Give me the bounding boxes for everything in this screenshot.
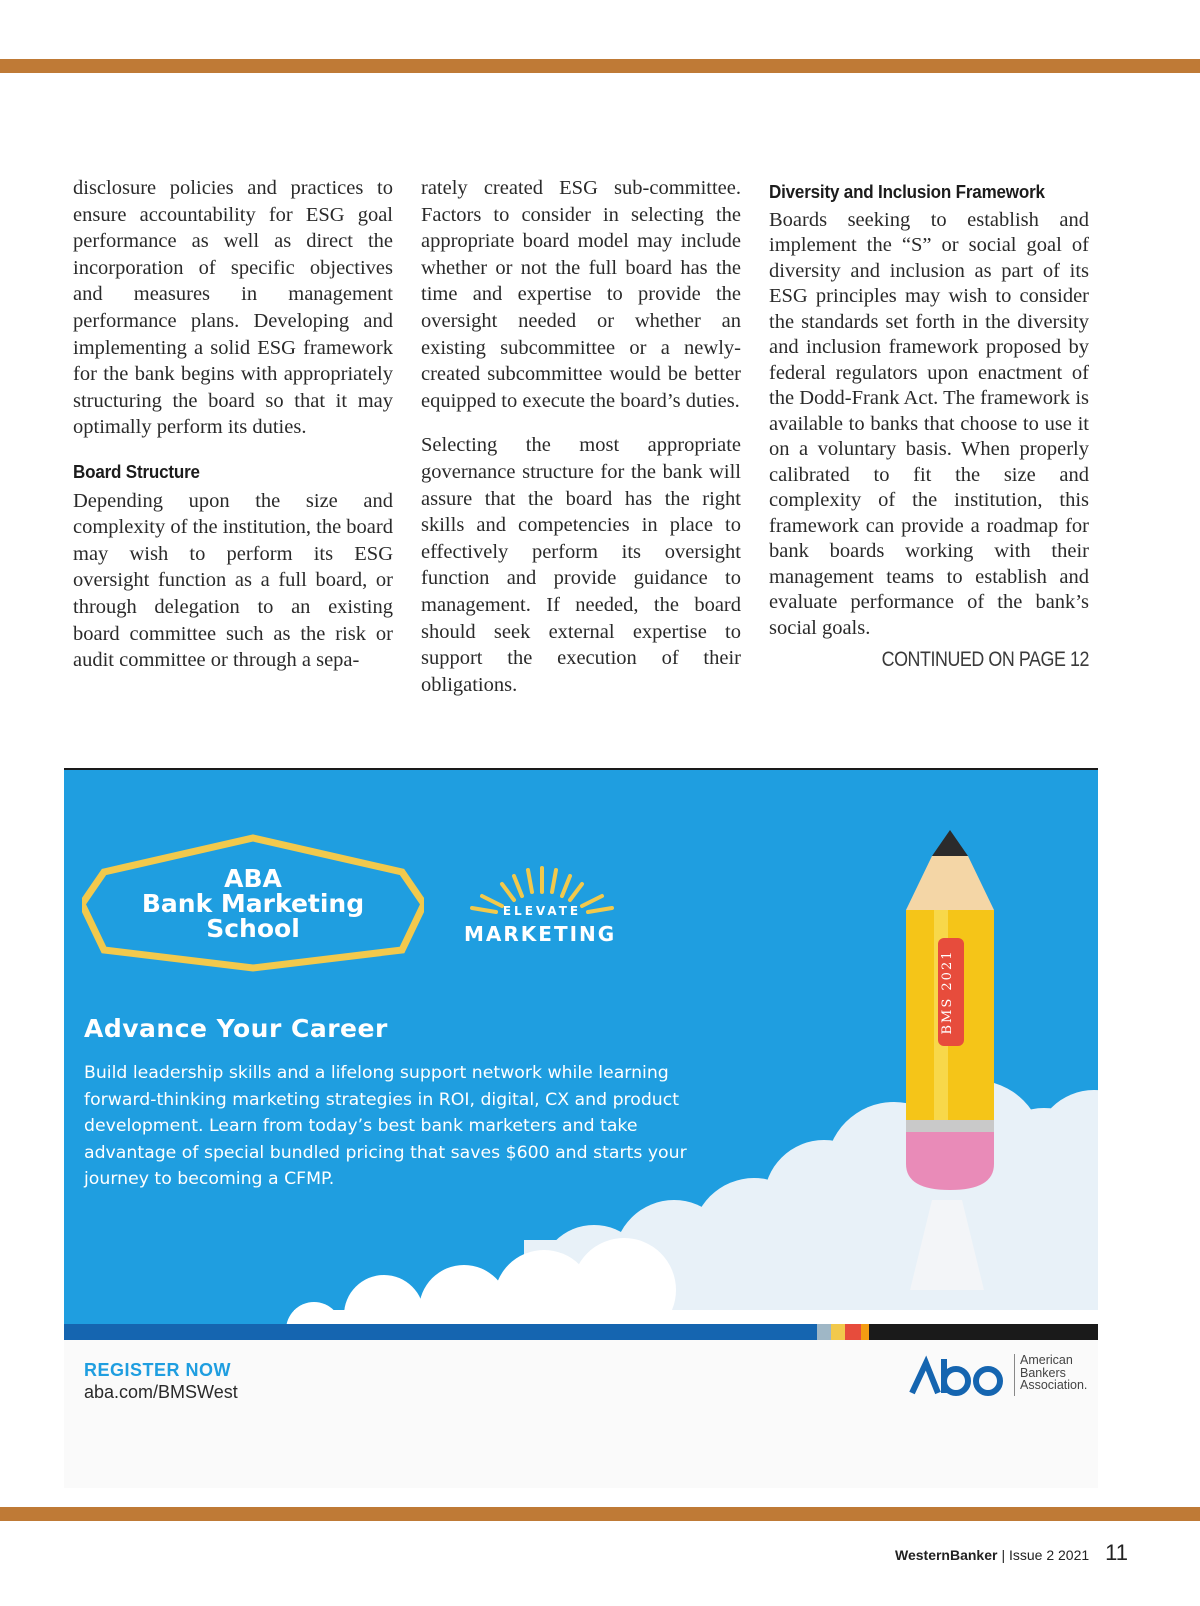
aba-bms-badge — [82, 832, 424, 976]
paragraph: Boards seeking to establish and implement the “S” or social goal of diversity and inclusion as part of its ESG principles may wish to consider the standards set forth in the diversity and inclusion framework proposed by federal regulators upon enactment of the Dodd-Frank Act. The framework is available to banks that choose to use it on a voluntary basis. When properly calibrated to fit the size and complexity of the institution, this framework can provide a roadmap for bank boards working with their management teams to establish and evaluate performance of the bank’s social goals. — [769, 208, 1089, 639]
pencil-label: BMS 2021 — [940, 949, 955, 1035]
org-line-3: Association. — [1020, 1378, 1088, 1392]
register-now-link[interactable]: REGISTER NOW — [84, 1360, 232, 1380]
advertisement[interactable] — [64, 768, 1098, 1488]
magazine-name: WesternBanker — [895, 1547, 998, 1563]
elevate-text: ELEVATE — [502, 904, 582, 918]
org-line-2: Bankers — [1020, 1365, 1066, 1380]
article-column-2 — [421, 175, 741, 716]
logo-divider — [1014, 1354, 1015, 1396]
badge-line-1: ABA — [224, 864, 282, 893]
registration-url-link[interactable]: aba.com/BMSWest — [84, 1382, 238, 1402]
page-footer — [895, 1540, 1128, 1566]
issue-label: | Issue 2 2021 — [1001, 1547, 1090, 1563]
ad-banner — [64, 768, 1098, 1340]
paragraph: Selecting the most appropriate governance structure for the bank will assure that the board has the right skills and competencies in place to effectively perform its oversight function and provide guidance to management. If needed, the board should seek external expertise to support the execution of their obligations. — [421, 434, 741, 696]
ad-headline: Advance Your Career — [84, 1014, 388, 1043]
org-line-1: American — [1020, 1353, 1073, 1367]
pencil-rocket-icon — [894, 830, 1006, 1250]
continued-link[interactable]: CONTINUED ON PAGE 12 — [881, 648, 1089, 672]
article-column-1 — [73, 175, 393, 692]
article-column-3 — [769, 175, 1089, 674]
aba-logo-icon — [906, 1353, 1006, 1399]
top-rule — [0, 59, 1200, 73]
paragraph: Depending upon the size and complexity of the institution, the board may wish to perform its ESG oversight function as a full board, or through delegation to an existing board committee such as the risk or audit committee or through a sepa- — [73, 489, 393, 672]
paragraph: disclosure policies and practices to ensure accountability for ESG goal performance as well as direct the incorporation of specific objectives and measures in management performance plans. Developing and implementing a solid ESG framework for the bank begins with appropriately structuring the board so that it may optimally perform its duties. — [73, 177, 393, 439]
color-stripe — [64, 1324, 1098, 1340]
page-number: 11 — [1105, 1540, 1128, 1565]
aba-wordmark — [1020, 1354, 1087, 1392]
badge-line-2: Bank Marketing — [141, 889, 365, 918]
badge-line-3: School — [206, 914, 300, 943]
marketing-label: MARKETING — [464, 922, 617, 946]
bottom-rule — [0, 1507, 1200, 1521]
section-heading: Diversity and Inclusion Framework — [769, 181, 1045, 202]
paragraph: rately created ESG sub-committee. Factors to consider in selecting the appropriate board model may include whether or not the full board has the time and expertise to provide the oversight needed or whether an existing subcommittee or a newly-created subcommittee would be better equipped to execute the board’s duties. — [421, 177, 741, 412]
section-heading: Board Structure — [73, 460, 200, 482]
ad-body-text: Build leadership skills and a lifelong support network while learning forward-thinking marketing strategies in ROI, digital, CX and product development. Learn from today’s best bank marketers and take advantage of special bundled pricing that saves $600 and starts your journey to becoming a CFMP. — [84, 1063, 687, 1190]
